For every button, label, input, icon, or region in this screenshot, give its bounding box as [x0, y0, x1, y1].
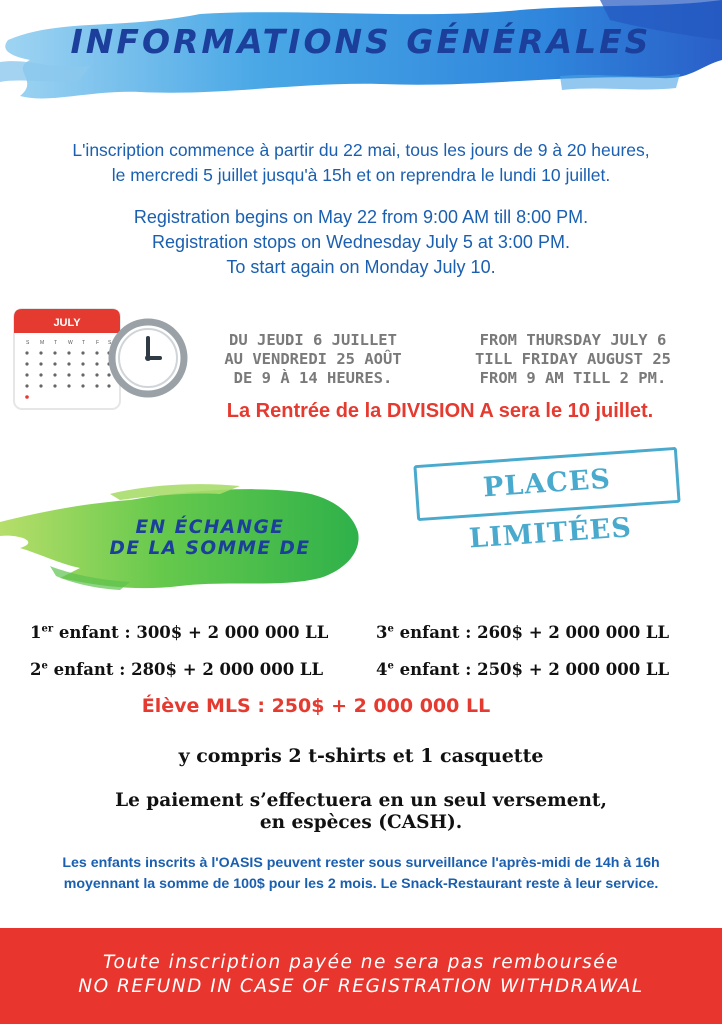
- oasis-line1: Les enfants inscrits à l'OASIS peuvent rester sous surveillance l'après-midi de 14h à 16h: [62, 855, 660, 871]
- price-child-1: [30, 623, 328, 642]
- price-3-text: enfant : 260$ + 2 000 000 LL: [393, 623, 670, 642]
- calendar-month: JULY: [53, 317, 81, 329]
- footer-line2: NO REFUND IN CASE OF REGISTRATION WITHDRAWAL: [78, 976, 644, 997]
- calendar-icon: [12, 305, 122, 411]
- price-3-ordinal: 3: [376, 623, 388, 642]
- svg-text:W: W: [68, 340, 73, 346]
- exchange-title: [90, 517, 330, 559]
- registration-en-line3: To start again on Monday July 10.: [226, 257, 496, 277]
- dates-en-line3: FROM 9 AM TILL 2 PM.: [479, 369, 667, 387]
- header-brush-stroke: [0, 0, 722, 125]
- footer-line1: Toute inscription payée ne sera pas remboursée: [103, 952, 619, 973]
- dates-fr-line1: DU JEUDI 6 JUILLET: [229, 331, 397, 349]
- price-4-text: enfant : 250$ + 2 000 000 LL: [393, 660, 670, 679]
- clock-icon: [108, 318, 188, 398]
- price-child-2: [30, 660, 323, 679]
- price-1-text: enfant : 300$ + 2 000 000 LL: [53, 623, 329, 642]
- registration-fr-line1: L'inscription commence à partir du 22 mai, tous les jours de 9 à 20 heures,: [72, 140, 650, 160]
- dates-en: [448, 331, 698, 388]
- dates-fr: [198, 331, 428, 388]
- price-2-text: enfant : 280$ + 2 000 000 LL: [47, 660, 324, 679]
- svg-text:S: S: [26, 340, 30, 346]
- registration-en-line1: Registration begins on May 22 from 9:00 AM till 8:00 PM.: [133, 207, 589, 227]
- registration-en: [0, 205, 722, 280]
- payment-line1: Le paiement s’effectuera en un seul versement,: [115, 790, 607, 811]
- price-mls-row: [0, 695, 722, 717]
- page-title: INFORMATIONS GÉNÉRALES: [70, 22, 652, 61]
- stamp-text: PLACES LIMITÉES: [413, 447, 680, 521]
- refund-footer: [0, 928, 722, 1024]
- svg-text:M: M: [40, 340, 45, 346]
- price-mls: Élève MLS : 250$ + 2 000 000 LL: [141, 695, 491, 717]
- oasis-info: [0, 853, 722, 895]
- price-2-ordinal: 2: [30, 660, 42, 679]
- registration-fr-line2: le mercredi 5 juillet jusqu'à 15h et on reprendra le lundi 10 juillet.: [111, 165, 611, 185]
- included-items: y compris 2 t-shirts et 1 casquette: [178, 745, 544, 767]
- svg-text:F: F: [96, 340, 100, 346]
- svg-text:S: S: [108, 340, 112, 346]
- price-4-ordinal: 4: [376, 660, 388, 679]
- registration-en-line2: Registration stops on Wednesday July 5 at 3:00 PM.: [152, 232, 570, 252]
- price-1-ordinal: 1: [30, 623, 42, 642]
- places-limitees-stamp: [415, 448, 675, 555]
- dates-en-line2: TILL FRIDAY AUGUST 25: [475, 350, 671, 368]
- footer-text: [0, 951, 722, 999]
- price-child-3: [376, 623, 669, 642]
- payment-info: [0, 790, 722, 834]
- exchange-line2: DE LA SOMME DE: [109, 538, 311, 559]
- price-4-suffix: e: [387, 660, 394, 672]
- registration-fr: [0, 138, 722, 188]
- price-1-suffix: er: [41, 623, 54, 635]
- svg-text:T: T: [82, 340, 86, 346]
- dates-fr-line3: DE 9 À 14 HEURES.: [233, 369, 393, 387]
- price-2-suffix: e: [41, 660, 48, 672]
- price-3-suffix: e: [387, 623, 394, 635]
- dates-en-line1: FROM THURSDAY JULY 6: [479, 331, 667, 349]
- dates-fr-line2: AU VENDREDI 25 AOÛT: [224, 350, 402, 368]
- exchange-line1: EN ÉCHANGE: [135, 517, 285, 538]
- rentree-notice: La Rentrée de la DIVISION A sera le 10 juillet.: [226, 400, 654, 422]
- svg-text:T: T: [54, 340, 58, 346]
- oasis-line2: moyennant la somme de 100$ pour les 2 mois. Le Snack-Restaurant reste à leur service.: [63, 876, 659, 892]
- price-child-4: [376, 660, 669, 679]
- payment-line2: en espèces (CASH).: [259, 812, 463, 833]
